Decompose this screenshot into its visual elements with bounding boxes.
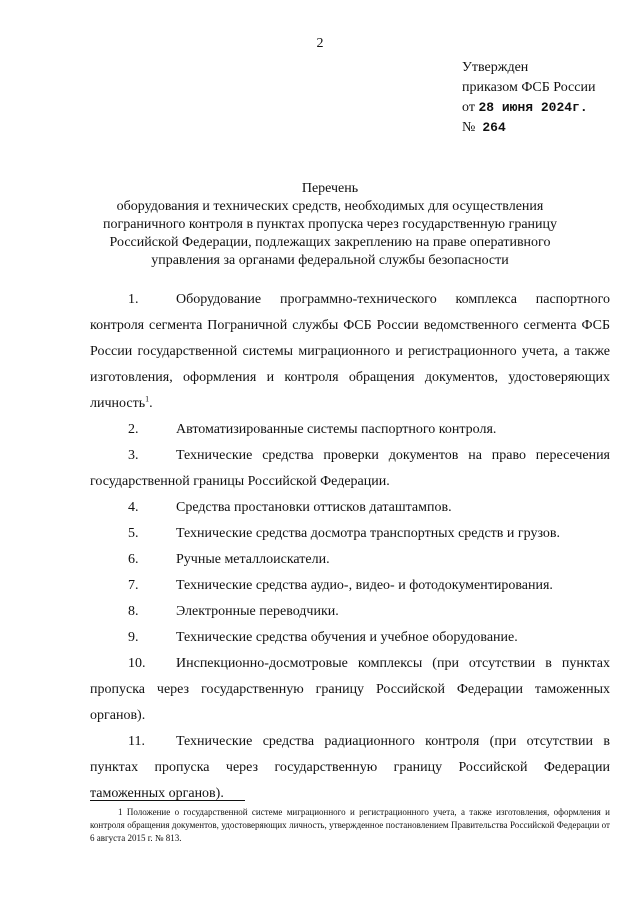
title-line: оборудования и технических средств, необходимых для осуществления bbox=[116, 199, 544, 214]
list-item bbox=[90, 417, 610, 443]
list-item bbox=[90, 547, 610, 573]
approval-date-value: 28 июня 2024г. bbox=[478, 100, 588, 115]
list-item bbox=[90, 651, 610, 729]
item-text: Средства простановки оттисков даташтампов. bbox=[176, 500, 452, 515]
approval-stamp bbox=[462, 58, 595, 138]
approval-number-prefix: № bbox=[462, 120, 476, 135]
item-number: 7. bbox=[128, 578, 139, 593]
item-text: Технические средства аудио-, видео- и фотодокументирования. bbox=[176, 578, 553, 593]
title-line: Российской Федерации, подлежащих закреплению на праве оперативного bbox=[109, 235, 551, 250]
item-text: Технические средства досмотра транспортных средств и грузов. bbox=[176, 526, 561, 541]
item-number: 1. bbox=[128, 292, 139, 307]
footnote-divider bbox=[90, 800, 245, 801]
approval-date-prefix: от bbox=[462, 100, 475, 115]
item-number: 11. bbox=[128, 734, 145, 749]
item-text: Оборудование программно-технического комплекса паспортного контроля сегмента Пограничной службы ФСБ России ведомственного сегмента ФСБ России государственной системы миграционного и регистрационного учета, а также изготовления, оформления и контроля обращения документов, удостоверяющих личность bbox=[90, 292, 610, 411]
item-text: Технические средства проверки документов на право пересечения государственной границы Российской Федерации. bbox=[90, 448, 610, 489]
item-number: 3. bbox=[128, 448, 139, 463]
item-number: 8. bbox=[128, 604, 139, 619]
list-item bbox=[90, 729, 610, 807]
item-text: Технические средства радиационного контроля (при отсутствии в пунктах пропуска через государственную границу Российской Федерации таможенных органов). bbox=[90, 734, 610, 801]
list-item bbox=[90, 495, 610, 521]
item-number: 10. bbox=[128, 656, 146, 671]
approval-line-2: приказом ФСБ России bbox=[462, 80, 596, 95]
page-number: 2 bbox=[316, 36, 324, 51]
title-heading: Перечень bbox=[301, 181, 359, 196]
item-number: 6. bbox=[128, 552, 139, 567]
item-text-end: . bbox=[149, 396, 153, 411]
item-text: Технические средства обучения и учебное оборудование. bbox=[176, 630, 518, 645]
list-item bbox=[90, 521, 610, 547]
item-text: Автоматизированные системы паспортного контроля. bbox=[176, 422, 497, 437]
footnote-marker: 1 bbox=[118, 807, 123, 817]
footnote-ref: 1 bbox=[145, 394, 150, 404]
title-line: управления за органами федеральной службы безопасности bbox=[151, 253, 509, 268]
approval-number bbox=[462, 118, 595, 138]
list-item bbox=[90, 573, 610, 599]
approval-number-value: 264 bbox=[482, 120, 506, 135]
item-text: Ручные металлоискатели. bbox=[176, 552, 330, 567]
list-item bbox=[90, 443, 610, 495]
title-line: пограничного контроля в пунктах пропуска через государственную границу bbox=[102, 217, 558, 232]
list-item bbox=[90, 287, 610, 417]
list-item bbox=[90, 625, 610, 651]
approval-date bbox=[462, 98, 595, 118]
item-text: Инспекционно-досмотровые комплексы (при отсутствии в пунктах пропуска через государственную границу Российской Федерации таможенных органов). bbox=[90, 656, 610, 723]
approval-line-1: Утвержден bbox=[462, 60, 529, 75]
footnote-text: Положение о государственной системе миграционного и регистрационного учета, а также изготовления, оформления и контроля обращения документов, удостоверяющих личность, утвержденное постановлением Правительства Российской Федерации от 6 августа 2015 г. № 813. bbox=[90, 807, 610, 843]
equipment-list bbox=[90, 287, 610, 807]
item-number: 4. bbox=[128, 500, 139, 515]
item-text: Электронные переводчики. bbox=[176, 604, 339, 619]
item-number: 2. bbox=[128, 422, 139, 437]
item-number: 9. bbox=[128, 630, 139, 645]
footnote bbox=[90, 806, 610, 845]
document-title bbox=[70, 180, 590, 270]
item-number: 5. bbox=[128, 526, 139, 541]
list-item bbox=[90, 599, 610, 625]
